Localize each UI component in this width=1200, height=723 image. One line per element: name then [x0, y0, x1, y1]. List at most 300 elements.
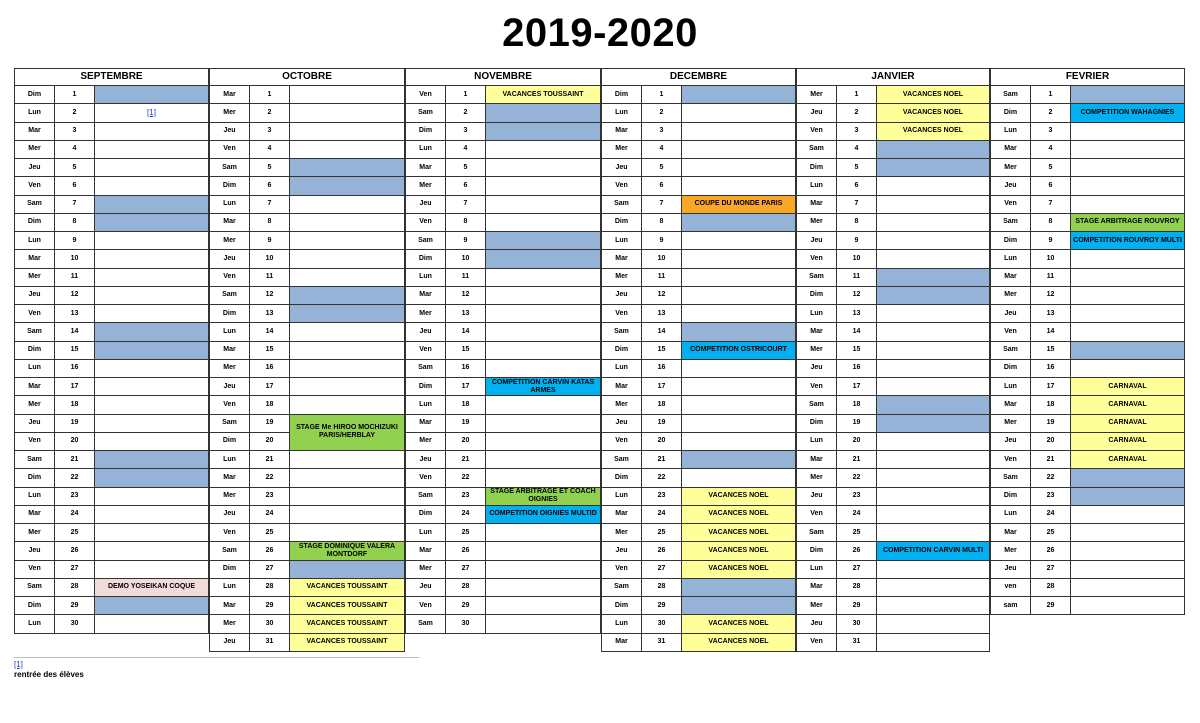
day-row: [209, 269, 405, 287]
day-number-cell: 5: [1031, 159, 1071, 177]
day-row: [209, 342, 405, 360]
day-number-cell: 7: [642, 196, 682, 214]
weekday-cell: Sam: [796, 524, 837, 542]
empty-event-cell: [95, 287, 209, 305]
weekday-cell: Mar: [601, 123, 642, 141]
empty-event-cell: [877, 177, 990, 195]
weekday-cell: Mer: [14, 396, 55, 414]
day-number-cell: 16: [55, 360, 95, 378]
day-row: [209, 305, 405, 323]
empty-event-cell: [486, 141, 601, 159]
empty-event-cell: [1071, 542, 1185, 560]
footnote-marker-link[interactable]: [1]: [14, 660, 23, 669]
highlight-cell: [95, 469, 209, 487]
empty-event-cell: [682, 177, 796, 195]
empty-event-cell: [486, 524, 601, 542]
day-row: [14, 451, 209, 469]
empty-event-cell: [290, 232, 405, 250]
day-number-cell: 22: [837, 469, 877, 487]
day-number-cell: 11: [250, 269, 290, 287]
footnote-ref-text[interactable]: [1]: [147, 107, 156, 117]
empty-event-cell: [1071, 579, 1185, 597]
day-number-cell: 27: [642, 561, 682, 579]
event-cell: VACANCES NOEL: [682, 542, 796, 560]
weekday-cell: Ven: [209, 269, 250, 287]
day-number-cell: 25: [837, 524, 877, 542]
day-number-cell: 5: [55, 159, 95, 177]
empty-event-cell: [877, 433, 990, 451]
weekday-cell: Sam: [990, 214, 1031, 232]
weekday-cell: Dim: [990, 232, 1031, 250]
weekday-cell: Mar: [601, 634, 642, 652]
day-number-cell: 27: [837, 561, 877, 579]
empty-event-cell: [95, 177, 209, 195]
weekday-cell: Jeu: [796, 488, 837, 506]
weekday-cell: Sam: [990, 342, 1031, 360]
day-row: [796, 305, 990, 323]
day-row: [796, 86, 990, 104]
day-row: [796, 396, 990, 414]
event-cell: CARNAVAL: [1071, 433, 1185, 451]
weekday-cell: Jeu: [601, 287, 642, 305]
event-cell: VACANCES NOEL: [682, 506, 796, 524]
day-number-cell: 26: [446, 542, 486, 560]
empty-event-cell: [486, 177, 601, 195]
day-row: [14, 250, 209, 268]
weekday-cell: Mer: [601, 141, 642, 159]
day-row: [405, 196, 601, 214]
day-row: [209, 141, 405, 159]
empty-event-cell: [486, 597, 601, 615]
weekday-cell: Lun: [990, 378, 1031, 396]
highlight-cell: [95, 597, 209, 615]
day-number-cell: 18: [250, 396, 290, 414]
empty-event-cell: [95, 561, 209, 579]
highlight-cell: [95, 451, 209, 469]
empty-event-cell: [1071, 287, 1185, 305]
weekday-cell: Dim: [601, 469, 642, 487]
day-row: [14, 378, 209, 396]
weekday-cell: Mar: [990, 141, 1031, 159]
empty-event-cell: [486, 561, 601, 579]
empty-event-cell: [95, 360, 209, 378]
weekday-cell: Ven: [796, 634, 837, 652]
day-row: [601, 415, 796, 433]
weekday-cell: Sam: [990, 86, 1031, 104]
day-row: [601, 433, 796, 451]
day-row: [601, 269, 796, 287]
weekday-cell: Mer: [990, 415, 1031, 433]
day-row: [14, 524, 209, 542]
day-row: [796, 232, 990, 250]
day-row: [209, 232, 405, 250]
day-number-cell: 4: [250, 141, 290, 159]
weekday-cell: Jeu: [14, 415, 55, 433]
event-cell: VACANCES NOEL: [682, 615, 796, 633]
day-number-cell: 15: [55, 342, 95, 360]
day-number-cell: 31: [642, 634, 682, 652]
empty-event-cell: [486, 396, 601, 414]
day-row: [209, 469, 405, 487]
empty-event-cell: [95, 506, 209, 524]
day-number-cell: 16: [1031, 360, 1071, 378]
weekday-cell: Jeu: [209, 634, 250, 652]
empty-event-cell: [877, 360, 990, 378]
weekday-cell: Dim: [796, 287, 837, 305]
page-title: 2019-2020: [502, 11, 698, 55]
day-number-cell: 22: [446, 469, 486, 487]
weekday-cell: Jeu: [209, 378, 250, 396]
weekday-cell: Sam: [601, 579, 642, 597]
empty-event-cell: [290, 104, 405, 122]
day-row: [990, 104, 1185, 122]
day-number-cell: 7: [250, 196, 290, 214]
event-cell: VACANCES TOUSSAINT: [290, 597, 405, 615]
empty-event-cell: [877, 634, 990, 652]
empty-event-cell: [486, 542, 601, 560]
weekday-cell: Mar: [796, 196, 837, 214]
weekday-cell: Mer: [209, 488, 250, 506]
day-number-cell: 19: [642, 415, 682, 433]
weekday-cell: Dim: [14, 469, 55, 487]
day-row: [405, 232, 601, 250]
day-number-cell: 2: [837, 104, 877, 122]
empty-event-cell: [877, 506, 990, 524]
empty-event-cell: [682, 360, 796, 378]
day-number-cell: 1: [55, 86, 95, 104]
day-row: [990, 86, 1185, 104]
weekday-cell: Mar: [14, 250, 55, 268]
day-row: [405, 177, 601, 195]
weekday-cell: Lun: [14, 488, 55, 506]
day-row: [209, 524, 405, 542]
month-header: SEPTEMBRE: [14, 68, 209, 86]
day-number-cell: 17: [837, 378, 877, 396]
weekday-cell: Sam: [209, 159, 250, 177]
weekday-cell: Ven: [796, 250, 837, 268]
day-number-cell: 10: [446, 250, 486, 268]
day-row: [796, 159, 990, 177]
weekday-cell: Ven: [405, 597, 446, 615]
footnote-ref-link[interactable]: [95, 104, 209, 122]
day-row: [990, 451, 1185, 469]
day-row: [601, 579, 796, 597]
weekday-cell: Ven: [405, 342, 446, 360]
weekday-cell: Ven: [796, 378, 837, 396]
weekday-cell: Lun: [405, 524, 446, 542]
weekday-cell: Mar: [796, 451, 837, 469]
day-row: [796, 214, 990, 232]
day-row: [405, 615, 601, 633]
empty-event-cell: [290, 269, 405, 287]
weekday-cell: Dim: [209, 305, 250, 323]
empty-event-cell: [682, 469, 796, 487]
day-number-cell: 23: [446, 488, 486, 506]
weekday-cell: Dim: [796, 159, 837, 177]
day-number-cell: 11: [55, 269, 95, 287]
day-row: [405, 250, 601, 268]
day-number-cell: 23: [55, 488, 95, 506]
weekday-cell: Mar: [601, 250, 642, 268]
day-row: [14, 141, 209, 159]
day-number-cell: 5: [837, 159, 877, 177]
day-number-cell: 10: [55, 250, 95, 268]
day-row: [601, 250, 796, 268]
day-number-cell: 28: [837, 579, 877, 597]
day-row: [209, 561, 405, 579]
day-number-cell: 19: [1031, 415, 1071, 433]
day-number-cell: 29: [55, 597, 95, 615]
day-number-cell: 7: [446, 196, 486, 214]
empty-event-cell: [290, 250, 405, 268]
event-cell: VACANCES NOEL: [682, 524, 796, 542]
empty-event-cell: [877, 488, 990, 506]
empty-event-cell: [95, 615, 209, 633]
weekday-cell: Mer: [796, 469, 837, 487]
day-number-cell: 21: [250, 451, 290, 469]
day-number-cell: 23: [642, 488, 682, 506]
day-number-cell: 6: [446, 177, 486, 195]
day-row: [990, 360, 1185, 378]
day-row: [209, 542, 405, 560]
day-row: [796, 634, 990, 652]
day-row: [405, 597, 601, 615]
day-row: [601, 561, 796, 579]
weekday-cell: Jeu: [405, 451, 446, 469]
day-number-cell: 9: [250, 232, 290, 250]
weekday-cell: Lun: [209, 579, 250, 597]
day-row: [405, 488, 601, 506]
empty-event-cell: [877, 579, 990, 597]
day-number-cell: 5: [250, 159, 290, 177]
day-number-cell: 29: [837, 597, 877, 615]
empty-event-cell: [682, 305, 796, 323]
empty-event-cell: [682, 396, 796, 414]
day-number-cell: 1: [446, 86, 486, 104]
day-number-cell: 24: [446, 506, 486, 524]
day-row: [601, 634, 796, 652]
day-row: [14, 542, 209, 560]
weekday-cell: Lun: [209, 451, 250, 469]
day-row: [209, 250, 405, 268]
day-row: [990, 542, 1185, 560]
day-row: [405, 159, 601, 177]
day-row: [14, 177, 209, 195]
day-number-cell: 30: [837, 615, 877, 633]
event-cell: VACANCES NOEL: [682, 561, 796, 579]
day-number-cell: 26: [642, 542, 682, 560]
day-number-cell: 9: [1031, 232, 1071, 250]
day-number-cell: 5: [446, 159, 486, 177]
day-row: [990, 488, 1185, 506]
day-row: [601, 141, 796, 159]
day-number-cell: 2: [55, 104, 95, 122]
day-number-cell: 3: [250, 123, 290, 141]
weekday-cell: Dim: [209, 177, 250, 195]
day-row: [796, 469, 990, 487]
empty-event-cell: [1071, 506, 1185, 524]
day-row: [990, 305, 1185, 323]
weekday-cell: Jeu: [796, 615, 837, 633]
day-number-cell: 16: [837, 360, 877, 378]
day-row: [405, 360, 601, 378]
event-cell: DEMO YOSEIKAN COQUE: [95, 579, 209, 597]
day-row: [601, 177, 796, 195]
day-row: [601, 360, 796, 378]
day-number-cell: 12: [55, 287, 95, 305]
day-row: [601, 342, 796, 360]
day-number-cell: 27: [1031, 561, 1071, 579]
event-cell: VACANCES TOUSSAINT: [486, 86, 601, 104]
day-number-cell: 13: [1031, 305, 1071, 323]
day-number-cell: 4: [837, 141, 877, 159]
weekday-cell: Mar: [209, 469, 250, 487]
highlight-cell: [682, 597, 796, 615]
day-row: [601, 305, 796, 323]
weekday-cell: Dim: [405, 250, 446, 268]
weekday-cell: Mar: [405, 159, 446, 177]
weekday-cell: Mer: [601, 396, 642, 414]
highlight-cell: [290, 561, 405, 579]
empty-event-cell: [486, 305, 601, 323]
day-row: [209, 506, 405, 524]
day-number-cell: 24: [1031, 506, 1071, 524]
day-row: [990, 415, 1185, 433]
empty-event-cell: [95, 378, 209, 396]
day-number-cell: 31: [837, 634, 877, 652]
day-row: [14, 561, 209, 579]
month-header: NOVEMBRE: [405, 68, 601, 86]
weekday-cell: Jeu: [405, 323, 446, 341]
day-row: [990, 177, 1185, 195]
weekday-cell: Mer: [209, 104, 250, 122]
day-number-cell: 26: [250, 542, 290, 560]
day-row: [209, 597, 405, 615]
weekday-cell: Mer: [405, 433, 446, 451]
day-number-cell: 29: [446, 597, 486, 615]
day-row: [796, 123, 990, 141]
weekday-cell: Mer: [990, 542, 1031, 560]
day-row: [405, 141, 601, 159]
day-row: [405, 323, 601, 341]
empty-event-cell: [290, 323, 405, 341]
weekday-cell: Jeu: [405, 579, 446, 597]
day-row: [601, 196, 796, 214]
empty-event-cell: [290, 451, 405, 469]
day-number-cell: 2: [642, 104, 682, 122]
weekday-cell: Sam: [796, 396, 837, 414]
empty-event-cell: [1071, 305, 1185, 323]
day-row: [14, 287, 209, 305]
event-cell: COMPETITION WAHAGNIES: [1071, 104, 1185, 122]
day-row: [796, 542, 990, 560]
day-row: [990, 433, 1185, 451]
highlight-cell: [95, 86, 209, 104]
weekday-cell: Lun: [796, 561, 837, 579]
month-header: JANVIER: [796, 68, 990, 86]
day-row: [796, 342, 990, 360]
weekday-cell: Mar: [990, 269, 1031, 287]
empty-event-cell: [1071, 250, 1185, 268]
weekday-cell: Dim: [601, 86, 642, 104]
weekday-cell: Lun: [405, 269, 446, 287]
empty-event-cell: [1071, 269, 1185, 287]
day-number-cell: 20: [642, 433, 682, 451]
day-row: [14, 342, 209, 360]
day-row: [990, 214, 1185, 232]
day-number-cell: 13: [250, 305, 290, 323]
weekday-cell: Lun: [796, 305, 837, 323]
day-row: [209, 378, 405, 396]
day-number-cell: 25: [55, 524, 95, 542]
day-number-cell: 17: [446, 378, 486, 396]
day-number-cell: 30: [55, 615, 95, 633]
day-number-cell: 1: [250, 86, 290, 104]
day-number-cell: 21: [642, 451, 682, 469]
day-number-cell: 6: [642, 177, 682, 195]
day-number-cell: 21: [1031, 451, 1071, 469]
day-row: [796, 378, 990, 396]
weekday-cell: Dim: [405, 378, 446, 396]
event-cell: STAGE ARBITRAGE ROUVROY: [1071, 214, 1185, 232]
weekday-cell: Jeu: [990, 177, 1031, 195]
day-row: [601, 542, 796, 560]
weekday-cell: Mer: [209, 232, 250, 250]
weekday-cell: Lun: [14, 360, 55, 378]
day-row: [990, 597, 1185, 615]
day-row: [601, 86, 796, 104]
day-row: [405, 396, 601, 414]
empty-event-cell: [486, 196, 601, 214]
day-row: [796, 177, 990, 195]
weekday-cell: Sam: [796, 269, 837, 287]
day-row: [14, 469, 209, 487]
day-row: [796, 360, 990, 378]
day-row: [14, 488, 209, 506]
day-number-cell: 30: [250, 615, 290, 633]
day-number-cell: 10: [250, 250, 290, 268]
day-number-cell: 6: [837, 177, 877, 195]
empty-event-cell: [290, 196, 405, 214]
empty-event-cell: [877, 305, 990, 323]
weekday-cell: Ven: [14, 561, 55, 579]
empty-event-cell: [1071, 323, 1185, 341]
day-row: [405, 579, 601, 597]
weekday-cell: Jeu: [601, 159, 642, 177]
empty-event-cell: [486, 287, 601, 305]
day-number-cell: 13: [642, 305, 682, 323]
day-row: [601, 615, 796, 633]
highlight-cell: [877, 269, 990, 287]
event-cell: VACANCES NOEL: [877, 123, 990, 141]
day-row: [209, 86, 405, 104]
weekday-cell: Mar: [14, 506, 55, 524]
day-number-cell: 6: [55, 177, 95, 195]
weekday-cell: Jeu: [14, 287, 55, 305]
weekday-cell: Dim: [405, 506, 446, 524]
empty-event-cell: [486, 469, 601, 487]
weekday-cell: Dim: [990, 488, 1031, 506]
day-number-cell: 25: [446, 524, 486, 542]
weekday-cell: Ven: [601, 561, 642, 579]
empty-event-cell: [682, 415, 796, 433]
empty-event-cell: [877, 451, 990, 469]
day-row: [405, 524, 601, 542]
weekday-cell: Lun: [601, 615, 642, 633]
day-row: [405, 542, 601, 560]
day-number-cell: 3: [1031, 123, 1071, 141]
day-number-cell: 8: [837, 214, 877, 232]
